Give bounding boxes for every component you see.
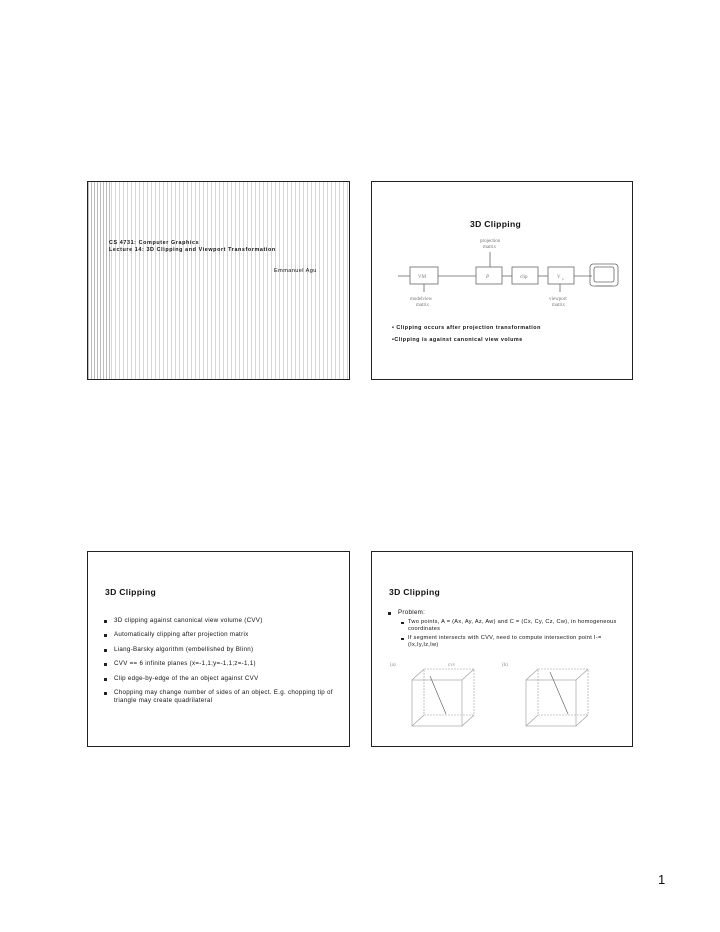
sub-item: Two points, A = (Ax, Ay, Az, Aw) and C = (Cx, Cy, Cz, Cw), in homogeneous coordinates bbox=[398, 619, 626, 633]
lecture-title: Lecture 14: 3D Clipping and Viewport Transformation bbox=[109, 247, 276, 253]
svg-text:matrix: matrix bbox=[483, 245, 497, 250]
pipeline-diagram bbox=[372, 234, 632, 334]
list-item: Automatically clipping after projection matrix bbox=[100, 631, 340, 639]
clip-label: clip bbox=[520, 275, 528, 280]
p-label: P bbox=[486, 275, 490, 280]
page-number: 1 bbox=[658, 872, 666, 887]
title-slide bbox=[87, 181, 350, 380]
problem-list bbox=[384, 609, 626, 655]
stripe-accent bbox=[88, 182, 110, 379]
problem-label: Problem: bbox=[398, 609, 426, 616]
cvv-figure bbox=[384, 652, 624, 744]
list-item: 3D clipping against canonical view volume (CVV) bbox=[100, 617, 340, 625]
pipeline-slide bbox=[371, 181, 633, 380]
list-item: Liang-Barsky algorithm (embellished by Blinn) bbox=[100, 646, 340, 654]
clipping-note-2: •Clipping is against canonical view volume bbox=[392, 337, 523, 343]
modelview-label: modelview bbox=[410, 297, 433, 302]
vm-label: VM bbox=[418, 275, 427, 280]
cvv-label: cvv bbox=[448, 663, 456, 668]
sub-list bbox=[398, 619, 626, 649]
slide-title: 3D Clipping bbox=[470, 219, 522, 229]
list-item bbox=[384, 609, 626, 649]
course-title: CS 4731: Computer Graphics bbox=[109, 240, 200, 246]
viewport-label: viewport bbox=[549, 297, 567, 302]
svg-text:p: p bbox=[562, 277, 564, 281]
list-item: CVV == 6 infinite planes (x=-1,1;y=-1,1;z=-1,1) bbox=[100, 660, 340, 668]
list-item: Chopping may change number of sides of an object. E.g. chopping tip of triangle may create quadrilateral bbox=[100, 689, 340, 705]
bullet-list bbox=[100, 617, 340, 711]
author-name: Emmanuel Agu bbox=[274, 268, 317, 274]
slide-title: 3D Clipping bbox=[105, 587, 157, 597]
figure-b-label: (b) bbox=[502, 663, 508, 668]
striped-background bbox=[88, 182, 349, 379]
figure-a-label: (a) bbox=[390, 663, 396, 668]
svg-text:matrix: matrix bbox=[416, 303, 430, 308]
vp-box bbox=[548, 267, 574, 284]
clipping-note-1: • Clipping occurs after projection transformation bbox=[392, 325, 541, 331]
slide-title: 3D Clipping bbox=[389, 587, 441, 597]
list-item: Clip edge-by-edge of the an object against CVV bbox=[100, 675, 340, 683]
projection-label: projection bbox=[480, 239, 501, 244]
vp-label: V bbox=[557, 275, 561, 280]
sub-item: If segment intersects with CVV, need to compute intersection point I-=(Ix,Iy,Iz,Iw) bbox=[398, 635, 626, 649]
svg-text:matrix: matrix bbox=[552, 303, 566, 308]
clipping-overview-slide bbox=[87, 551, 350, 747]
clipping-problem-slide bbox=[371, 551, 633, 747]
